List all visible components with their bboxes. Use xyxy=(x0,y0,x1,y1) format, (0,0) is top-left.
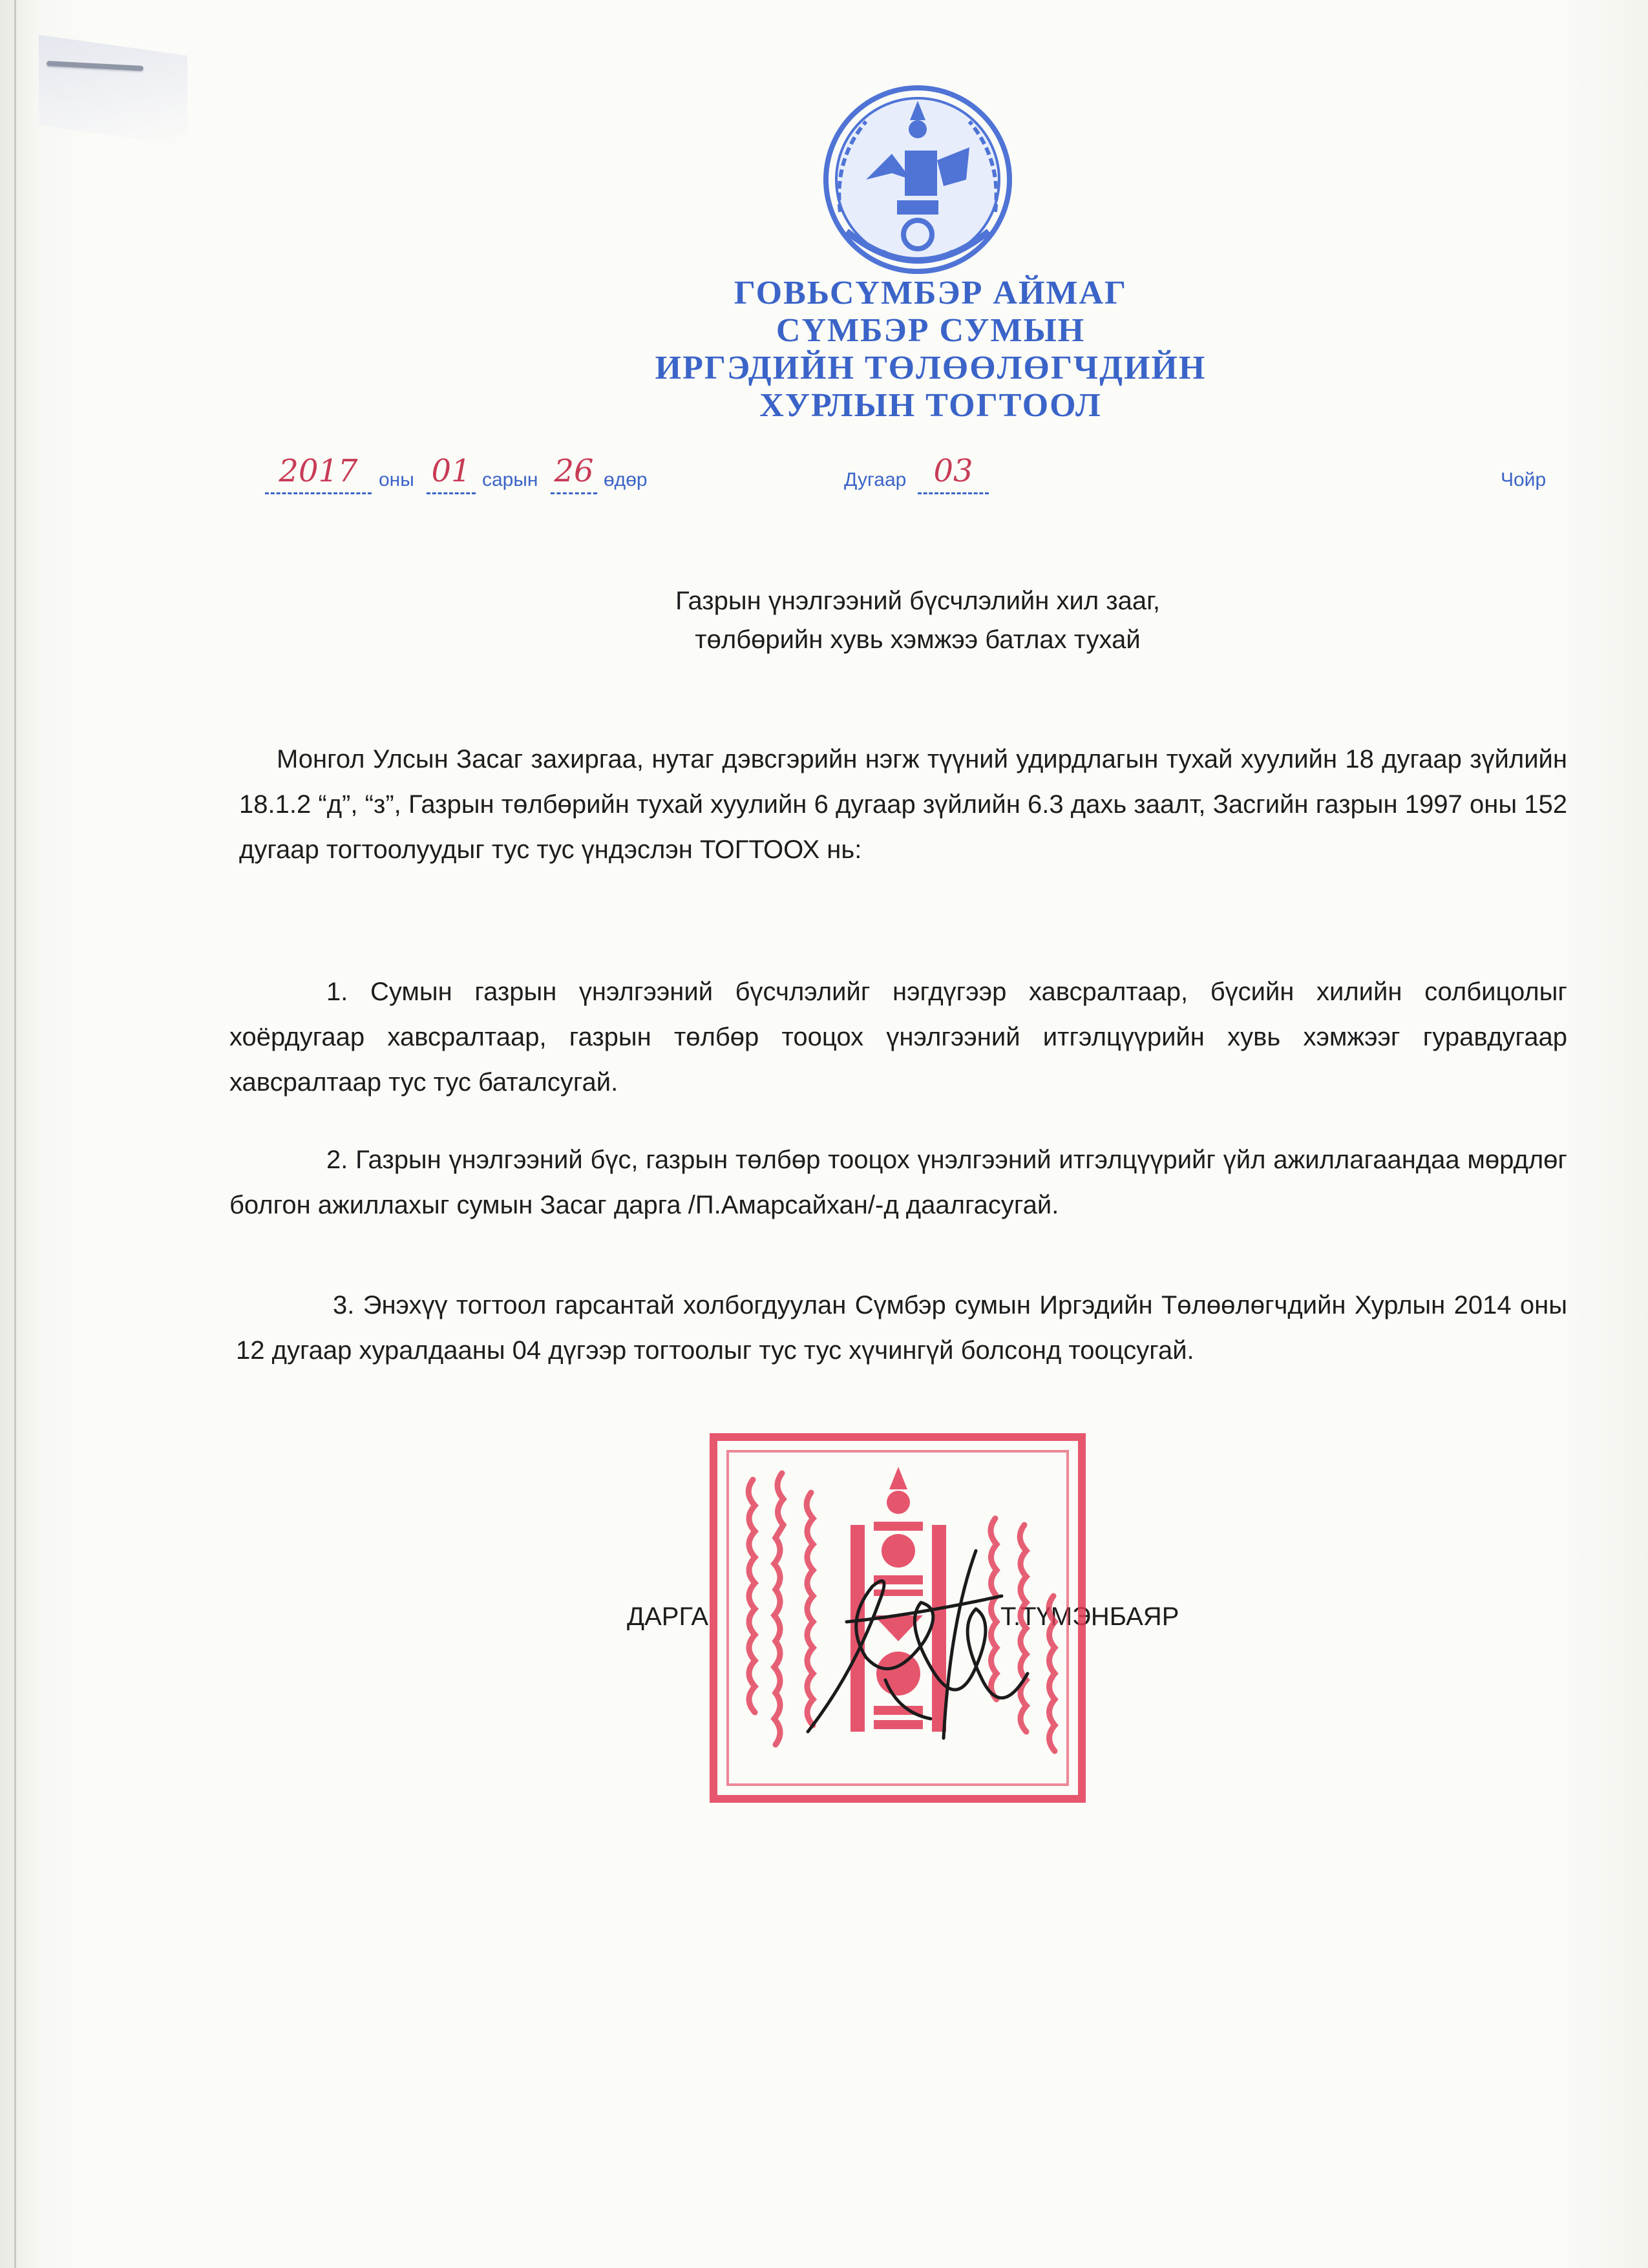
day-label: өдөр xyxy=(604,469,648,490)
paper-edge xyxy=(14,0,16,2268)
letterhead-doc-type: ХУРЛЫН ТОГТООЛ xyxy=(759,387,1102,424)
title-line-2: төлбөрийн хувь хэмжээ батлах тухай xyxy=(695,625,1141,654)
resolution-item-3: 3. Энэхүү тогтоол гарсантай холбогдуулан Сүмбэр сумын Иргэдийн Төлөөлөгчдийн Хурлын 2014 оны 12 дугаар хуралдааны 04 дүгээр тогтоолыг тус тус хүчингүй болсонд тооцсугай. xyxy=(236,1291,1567,1365)
resolution-title xyxy=(517,582,1318,659)
handwritten-number: 03 xyxy=(918,452,989,494)
handwritten-signature xyxy=(782,1525,1053,1770)
letterhead-aimag: ГОВЬСҮМБЭР АЙМАГ xyxy=(734,275,1128,311)
resolution-item-1: 1. Сумын газрын үнэлгээний бүсчлэлийг нэгдүгээр хавсралтаар, бүсийн хилийн солбицолыг хоёрдугаар хавсралтаар, газрын төлбөр тооцох үнэлгээний итгэлцүүрийн хувь хэмжээг гуравдугаар хавсралтаар тус тус баталсугай. xyxy=(229,978,1567,1097)
handwritten-day: 26 xyxy=(551,452,597,494)
resolution-item-2: 2. Газрын үнэлгээний бүс, газрын төлбөр тооцох үнэлгээний итгэлцүүрийг үйл ажиллагаандаа мөрдлөг болгон ажиллахыг сумын Засаг дарга /П.Амарсайхан/-д даалгасугай. xyxy=(229,1146,1567,1219)
signatory-name: Т.ТҮМЭНБАЯР xyxy=(1000,1602,1179,1631)
letterhead-council: ИРГЭДИЙН ТӨЛӨӨЛӨГЧДИЙН xyxy=(655,350,1207,386)
handwritten-month: 01 xyxy=(427,452,476,494)
signatory-title: ДАРГА xyxy=(627,1602,709,1631)
title-line-1: Газрын үнэлгээний бүсчлэлийн хил зааг, xyxy=(675,587,1160,615)
preamble-paragraph: Монгол Улсын Засаг захиргаа, нутаг дэвсгэрийн нэгж түүний удирдлагын тухай хуулийн 18 дугаар зүйлийн 18.1.2 “д”, “з”, Газрын төлбөрийн тухай хуулийн 6 дугаар зүйлийн 6.3 дахь заалт, Засгийн газрын 1997 оны 152 дугаар тогтоолуудыг тус тус үндэслэн ТОГТООХ нь: xyxy=(239,745,1567,864)
state-emblem xyxy=(821,83,1015,283)
month-label: сарын xyxy=(482,469,538,490)
handwritten-year: 2017 xyxy=(265,452,372,494)
number-label: Дугаар xyxy=(844,469,907,490)
date-number-row xyxy=(0,452,1648,504)
year-label: оны xyxy=(379,469,414,490)
letterhead xyxy=(582,275,1280,425)
letterhead-sum: СҮМБЭР СУМЫН xyxy=(776,312,1086,349)
place-label: Чойр xyxy=(1501,469,1547,490)
